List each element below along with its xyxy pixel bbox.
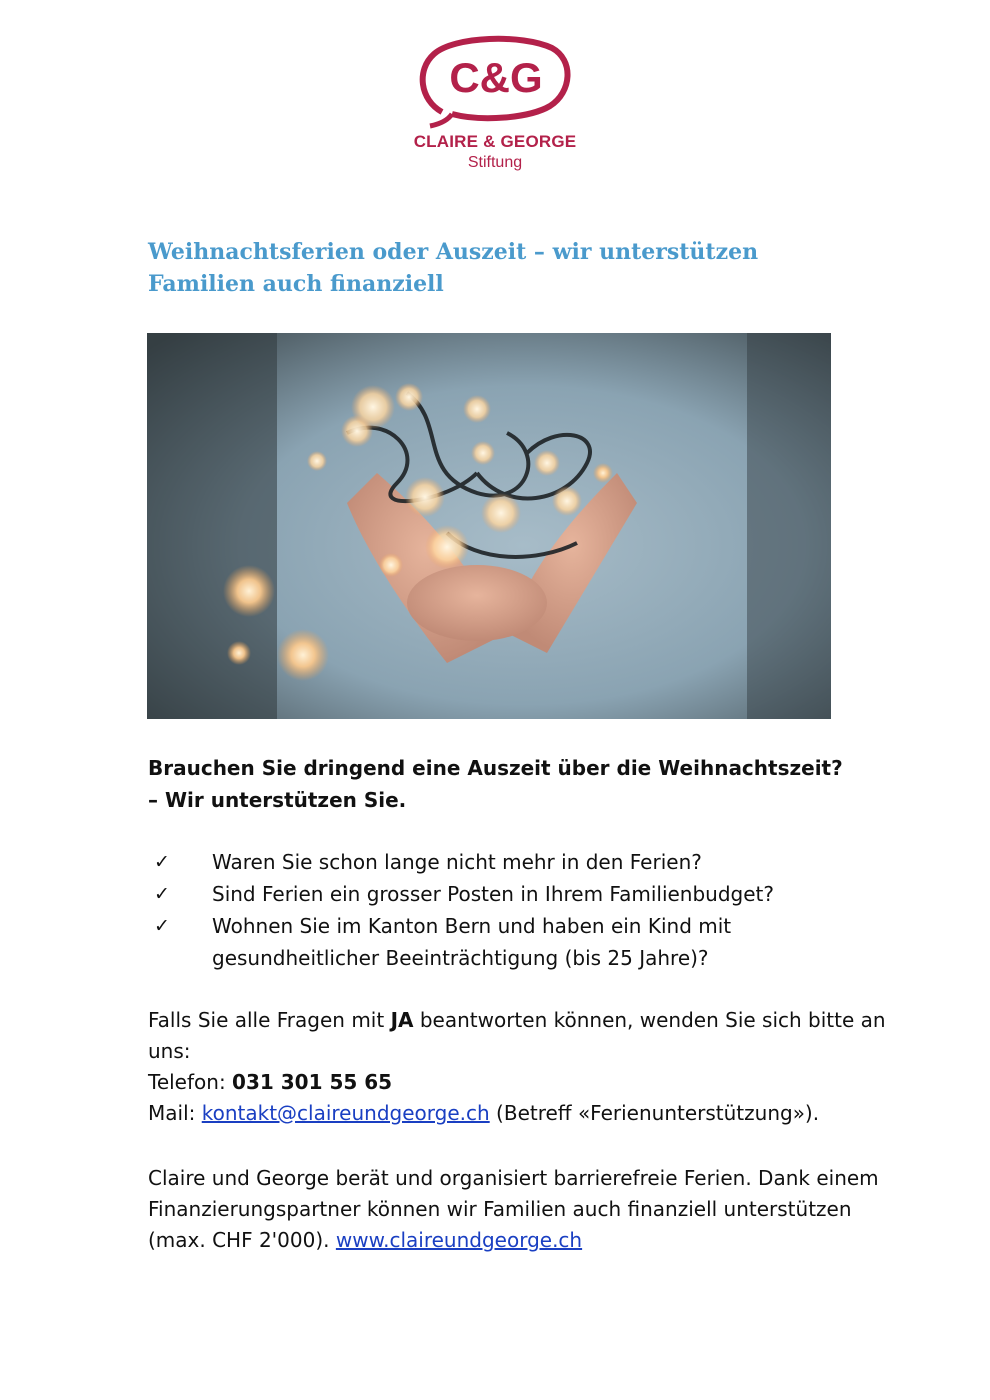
closing-text: Claire und George berät und organisiert barrierefreie Ferien. Dank einem Finanzierungspartner können wir Familien auch finanziell unterstützen (max. CHF 2'000). (148, 1166, 879, 1252)
contact-intro-bold: JA (390, 1008, 414, 1032)
logo-subtitle: Stiftung (467, 154, 523, 171)
check-icon: ✓ (154, 915, 170, 937)
title-line-1: Weihnachtsferien oder Auszeit – wir unterstützen (148, 239, 759, 265)
list-item-text: Sind Ferien ein grosser Posten in Ihrem Familienbudget? (212, 882, 775, 906)
phone-label: Telefon: (148, 1070, 233, 1094)
logo-monogram: C&G (449, 54, 543, 101)
contact-intro-after: beantworten können, wenden Sie sich bitte an uns: (148, 1008, 886, 1063)
fairy-lights-photo (147, 333, 831, 719)
page-title (148, 236, 848, 300)
lead-line-2: – Wir unterstützen Sie. (148, 788, 407, 812)
claire-george-logo (412, 30, 578, 176)
photo-illustration (147, 333, 831, 719)
lead-line-1: Brauchen Sie dringend eine Auszeit über die Weihnachtszeit? (148, 756, 843, 780)
question-checklist (148, 846, 888, 974)
mail-label: Mail: (148, 1101, 202, 1125)
lead-question (148, 752, 888, 816)
website-link[interactable]: www.claireundgeorge.ch (335, 1228, 583, 1252)
list-item (148, 910, 888, 974)
logo-name: CLAIRE & GEORGE (413, 132, 577, 151)
list-item-text: Waren Sie schon lange nicht mehr in den Ferien? (212, 850, 702, 874)
phone-number: 031 301 55 65 (232, 1070, 393, 1094)
list-item-text: Wohnen Sie im Kanton Bern und haben ein Kind mit gesundheitlicher Beeinträchtigung (bis 25 Jahre)? (212, 914, 732, 970)
email-link[interactable]: kontakt@claireundgeorge.ch (201, 1101, 490, 1125)
contact-intro-before: Falls Sie alle Fragen mit (148, 1008, 391, 1032)
list-item (148, 846, 888, 878)
closing-paragraph (148, 1163, 888, 1256)
list-item (148, 878, 888, 910)
title-line-2: Familien auch finanziell (148, 271, 444, 297)
check-icon: ✓ (154, 883, 170, 905)
logo-monogram-graphic (412, 30, 578, 130)
check-icon: ✓ (154, 851, 170, 873)
contact-paragraph (148, 1005, 888, 1129)
mail-subject-note: (Betreff «Ferienunterstützung»). (489, 1101, 820, 1125)
